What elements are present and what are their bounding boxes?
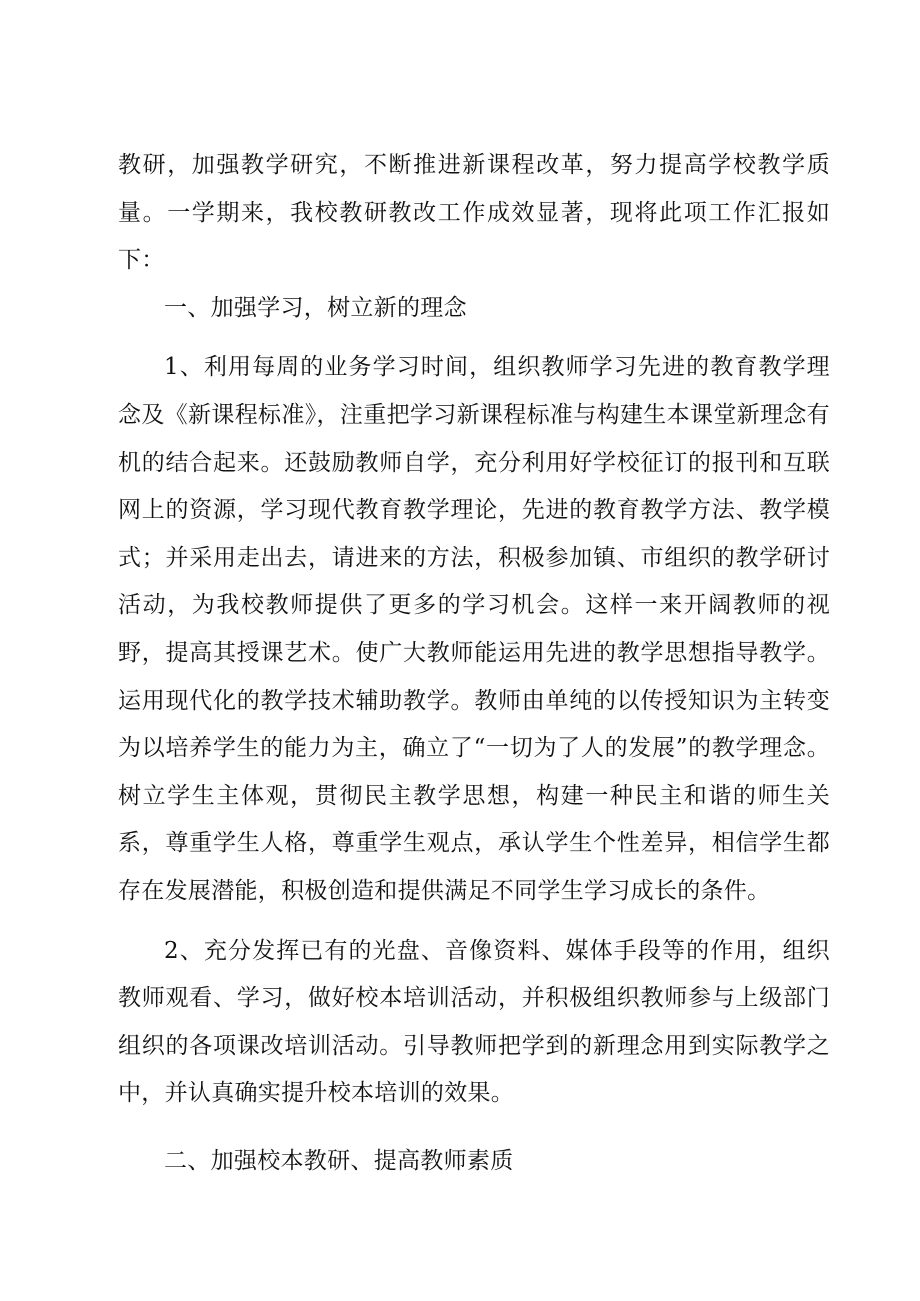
item-1-paragraph: 1、利用每周的业务学习时间，组织教师学习先进的教育教学理念及《新课程标准》，注重把学习新课程标准与构建生本课堂新理念有机的结合起来。还鼓励教师自学，充分利用好学校征订的报刊和互联网上的资源，学习现代教育教学理论，先进的教育教学方法、教学模式；并采用走出去，请进来的方法，积极参加镇、市组织的教学研讨活动，为我校教师提供了更多的学习机会。这样一来开阔教师的视野，提高其授课艺术。使广大教师能运用先进的教学思想指导教学。运用现代化的教学技术辅助教学。教师由单纯的以传授知识为主转变为以培养学生的能力为主，确立了“一切为了人的发展”的教学理念。树立学生主体观，贯彻民主教学思想，构建一种民主和谐的师生关系，尊重学生人格，尊重学生观点，承认学生个性差异，相信学生都存在发展潜能，积极创造和提供满足不同学生学习成长的条件。 [118, 354, 830, 904]
intro-paragraph: 教研，加强教学研究，不断推进新课程改革，努力提高学校教学质量。一学期来，我校教研教改工作成效显著，现将此项工作汇报如下： [118, 152, 830, 274]
section-2-heading: 二、加强校本教研、提高教师素质 [164, 1147, 514, 1174]
section-1-heading: 一、加强学习，树立新的理念 [164, 294, 467, 321]
document-page [118, 142, 830, 1185]
item-2-paragraph: 2、充分发挥已有的光盘、音像资料、媒体手段等的作用，组织教师观看、学习，做好校本培训活动，并积极组织教师参与上级部门组织的各项课改培训活动。引导教师把学到的新理念用到实际教学之中，并认真确实提升校本培训的效果。 [118, 937, 830, 1107]
